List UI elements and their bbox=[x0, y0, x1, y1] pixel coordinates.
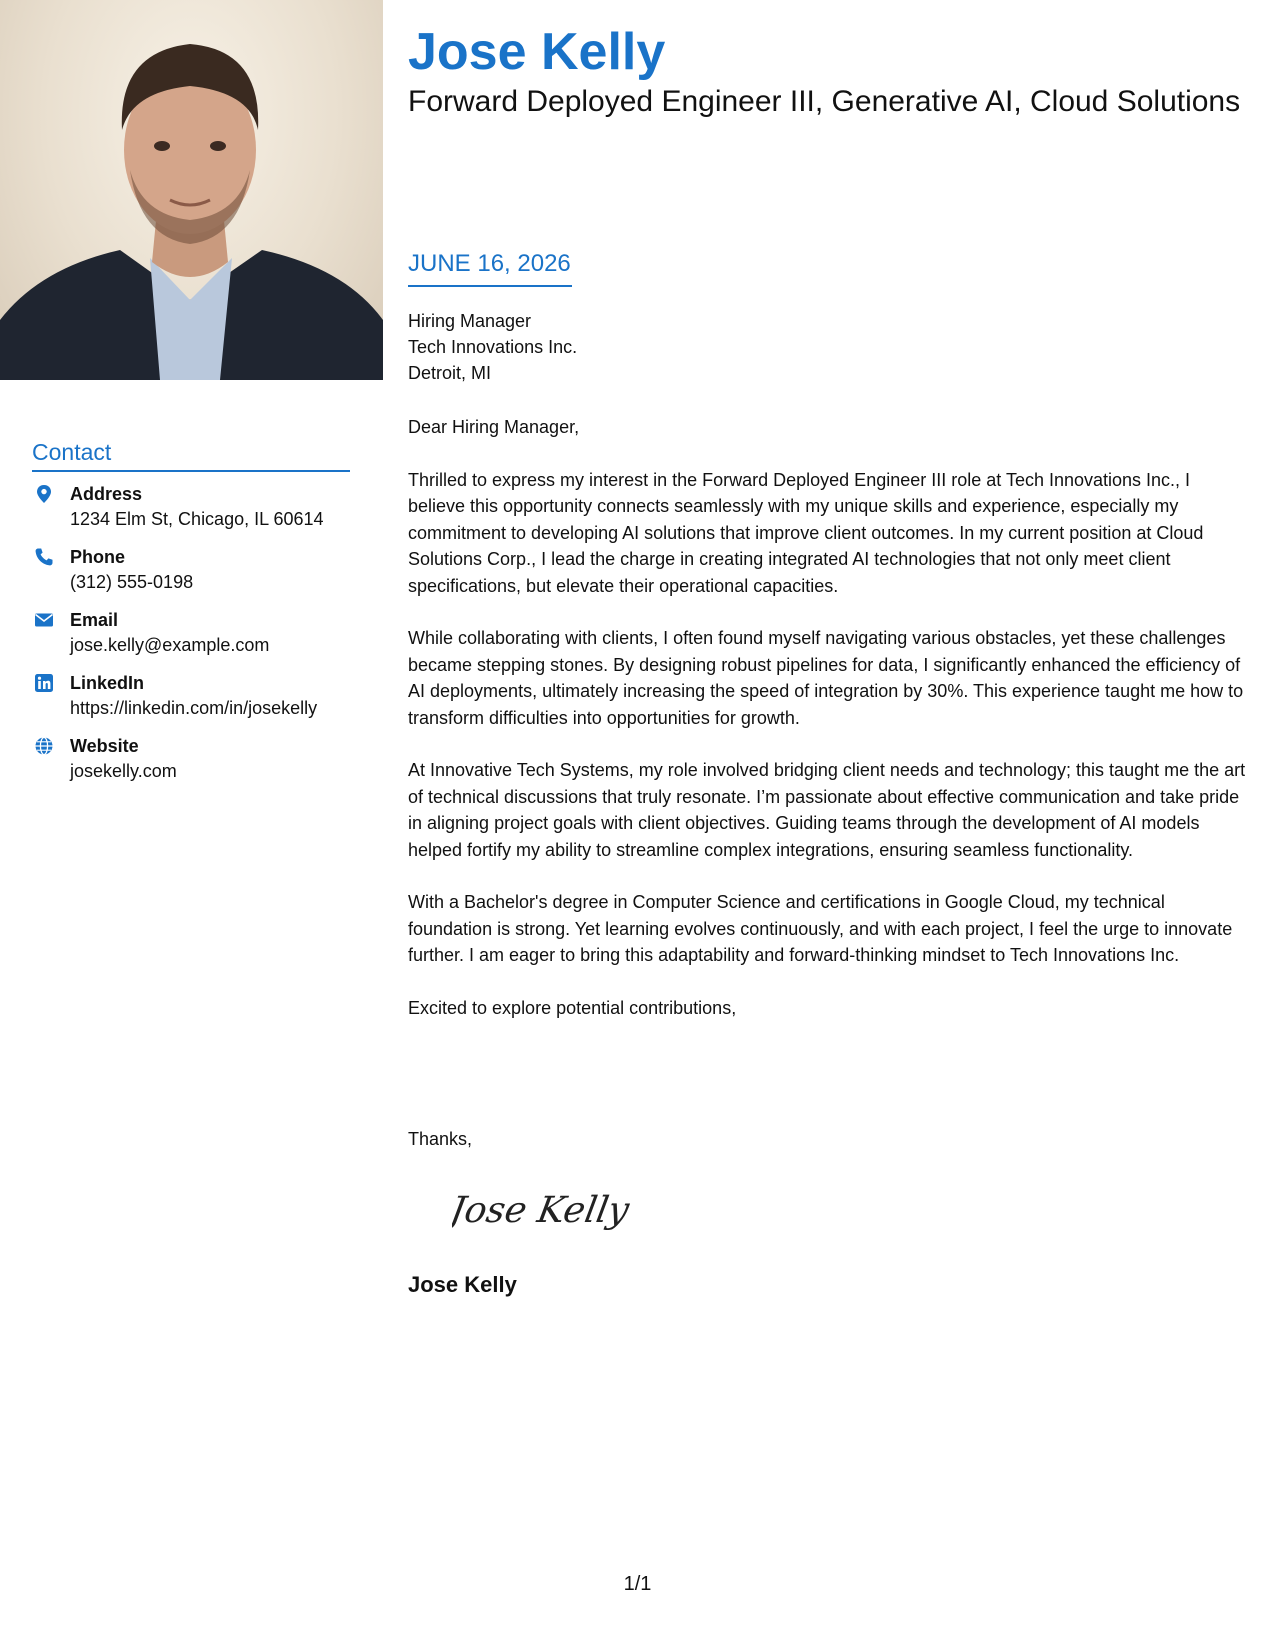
contact-item-website bbox=[32, 734, 372, 797]
contact-value-linkedin[interactable]: https://linkedin.com/in/josekelly bbox=[70, 698, 318, 718]
contact-value-website[interactable]: josekelly.com bbox=[70, 761, 177, 781]
linkedin-icon bbox=[34, 673, 54, 693]
letter-date: JUNE 16, 2026 bbox=[408, 247, 572, 287]
closing: Thanks, bbox=[408, 1129, 473, 1149]
signer-name: Jose Kelly bbox=[408, 1272, 517, 1297]
applicant-name: Jose Kelly bbox=[408, 23, 666, 81]
profile-photo bbox=[0, 0, 383, 380]
contact-heading: Contact bbox=[32, 436, 350, 472]
recipient-title: Hiring Manager bbox=[408, 311, 532, 331]
contact-label-phone: Phone bbox=[70, 547, 126, 567]
contact-value-address: 1234 Elm St, Chicago, IL 60614 bbox=[70, 509, 324, 529]
contact-list bbox=[32, 482, 372, 797]
globe-icon bbox=[34, 736, 54, 756]
contact-label-linkedin: LinkedIn bbox=[70, 673, 145, 693]
contact-item-linkedin bbox=[32, 671, 372, 734]
contact-value-email[interactable]: jose.kelly@example.com bbox=[70, 635, 270, 655]
body-paragraph-2: While collaborating with clients, I often found myself navigating various obstacles, yet these challenges became stepping stones. By designing robust pipelines for data, I significantly enhanced the efficiency of AI deployments, ultimately increasing the speed of integration by 30%. This experience taught me how to transform difficulties into opportunities for growth. bbox=[408, 628, 1244, 728]
contact-item-phone bbox=[32, 545, 372, 608]
job-title: Forward Deployed Engineer III, Generative AI, Cloud Solutions bbox=[408, 85, 1241, 118]
contact-value-phone: (312) 555-0198 bbox=[70, 572, 194, 592]
envelope-icon bbox=[34, 610, 54, 630]
page-number: 1/1 bbox=[623, 1573, 652, 1595]
body-paragraph-5: Excited to explore potential contributions, bbox=[408, 997, 737, 1018]
body-paragraph-4: With a Bachelor's degree in Computer Science and certifications in Google Cloud, my technical foundation is strong. Yet learning evolves continuously, and with each project, I feel the urge to innovate further. I am eager to bring this adaptability and forward-thinking mindset to Tech Innovations Inc. bbox=[408, 892, 1233, 965]
body-paragraph-1: Thrilled to express my interest in the Forward Deployed Engineer III role at Tech Innovations Inc., I believe this opportunity connects seamlessly with my unique skills and experience, especially my commitment to developing AI solutions that improve client outcomes. In my current position at Cloud Solutions Corp., I lead the charge in creating integrated AI technologies that not only meet client specifications, but elevate their operational capacities. bbox=[408, 469, 1204, 596]
recipient-company: Tech Innovations Inc. bbox=[408, 337, 578, 357]
signature-image bbox=[452, 1180, 632, 1245]
map-pin-icon bbox=[34, 484, 54, 504]
contact-label-address: Address bbox=[70, 484, 143, 504]
body-paragraph-3: At Innovative Tech Systems, my role involved bridging client needs and technology; this taught me the art of technical discussions that truly resonate. I’m passionate about effective communication and take pride in aligning project goals with client objectives. Guiding teams through the development of AI models helped fortify my ability to streamline complex integrations, ensuring seamless functionality. bbox=[408, 760, 1246, 860]
recipient-location: Detroit, MI bbox=[408, 363, 492, 383]
letter-body bbox=[408, 414, 1248, 1047]
phone-icon bbox=[34, 547, 54, 567]
contact-item-address bbox=[32, 482, 372, 545]
contact-item-email bbox=[32, 608, 372, 671]
contact-label-email: Email bbox=[70, 610, 119, 630]
signature-text: Jose Kelly bbox=[452, 1188, 632, 1231]
contact-label-website: Website bbox=[70, 736, 139, 756]
salutation: Dear Hiring Manager, bbox=[408, 417, 580, 437]
recipient-block bbox=[408, 308, 577, 386]
